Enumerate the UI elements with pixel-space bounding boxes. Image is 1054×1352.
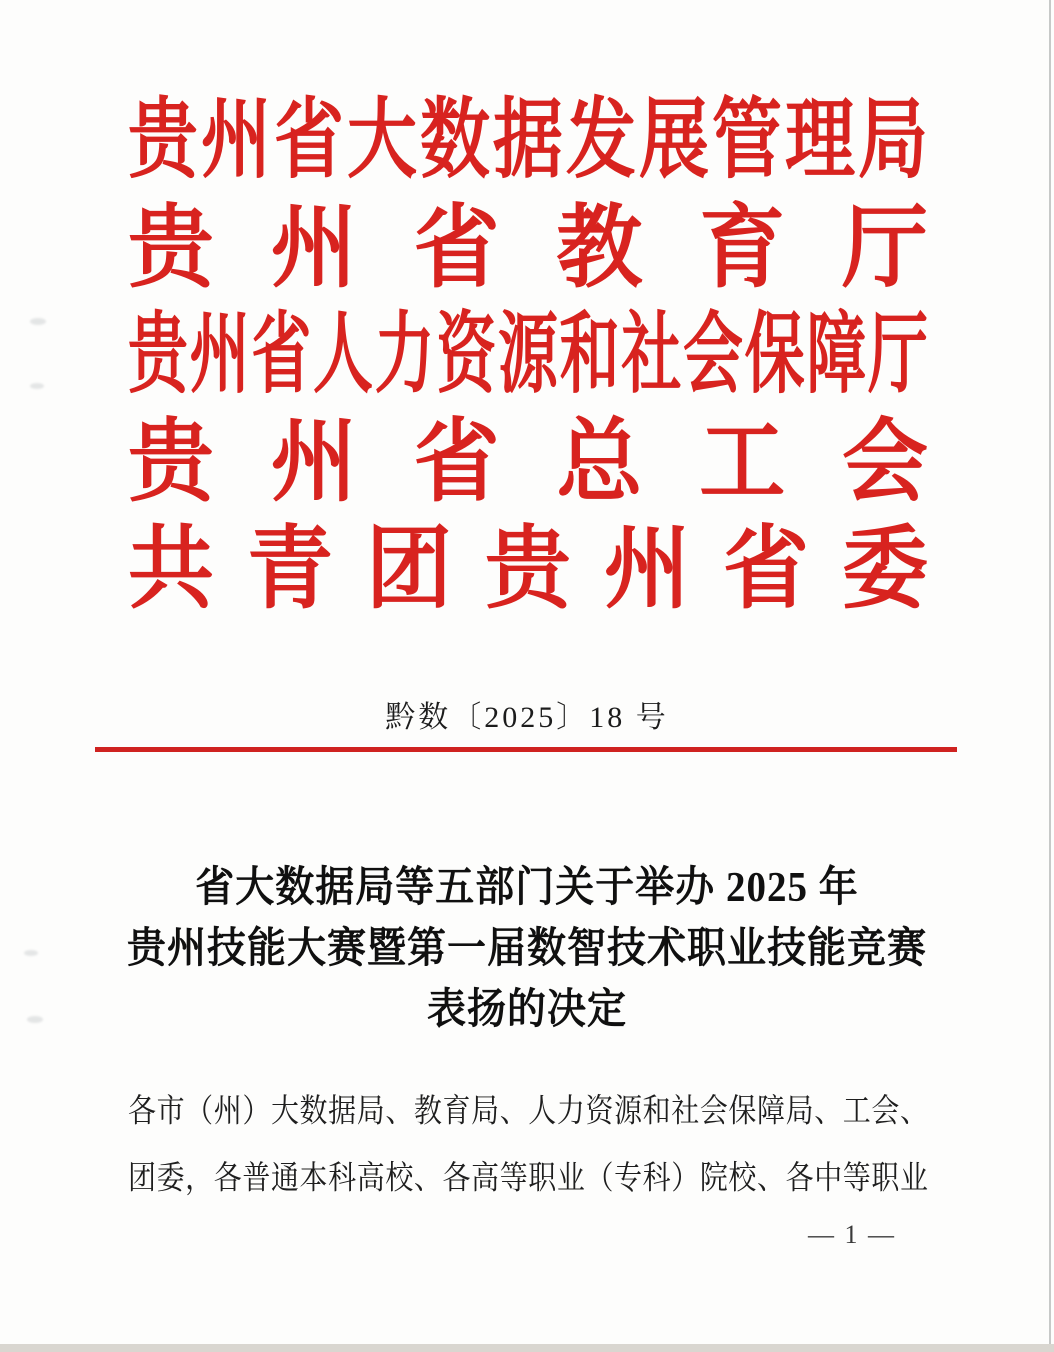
scan-smudge <box>30 318 46 325</box>
title-line-1: 省大数据局等五部门关于举办 2025 年 <box>195 864 859 911</box>
agency-line-3: 贵州省人力资源和社会保障厅 <box>128 305 928 404</box>
agency-line-4: 贵州省总工会 <box>128 411 928 513</box>
title-line-3: 表扬的决定 <box>426 986 627 1033</box>
scan-edge-right <box>1049 0 1051 1352</box>
document-title <box>127 857 927 1040</box>
document-body <box>128 1078 928 1212</box>
agency-line-2: 贵州省教育厅 <box>128 197 928 299</box>
title-line-2: 贵州技能大赛暨第一届数智技术职业技能竞赛 <box>127 925 928 972</box>
scan-smudge <box>27 1016 43 1023</box>
document-number: 黔数〔2025〕18 号 <box>385 701 669 734</box>
agency-line-1: 贵州省大数据发展管理局 <box>128 93 928 190</box>
page-number: — 1 — <box>808 1220 896 1249</box>
agency-line-5: 共青团贵州省委 <box>128 518 928 620</box>
scan-edge-bottom <box>0 1344 1054 1352</box>
body-line-2: 团委，各普通本科高校、各高等职业（专科）院校、各中等职业 <box>128 1160 928 1197</box>
red-divider-line <box>95 747 957 752</box>
issuing-agencies-header <box>128 88 928 623</box>
body-line-1: 各市（州）大数据局、教育局、人力资源和社会保障局、工会、 <box>128 1093 928 1130</box>
scan-smudge <box>24 950 38 956</box>
scan-smudge <box>30 383 44 389</box>
